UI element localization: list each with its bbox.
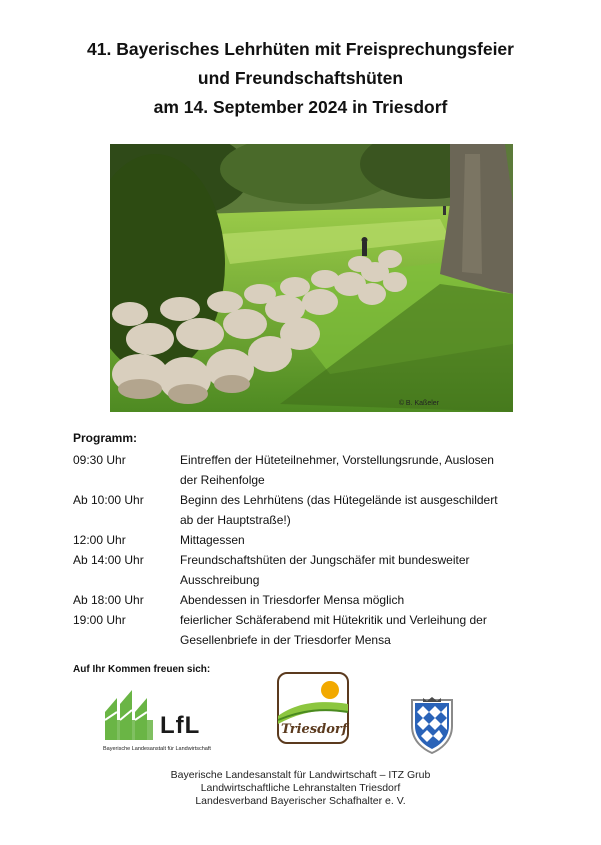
schedule-row xyxy=(73,550,543,590)
schedule-row xyxy=(73,450,543,490)
schedule-description xyxy=(180,590,543,610)
schedule-description xyxy=(180,530,543,550)
program-schedule xyxy=(73,450,543,650)
schedule-time: 09:30 Uhr xyxy=(73,453,126,467)
schedule-desc-line: der Reihenfolge xyxy=(180,473,265,487)
lfl-logo-subtitle: Bayerische Landesanstalt für Landwirtschaft xyxy=(103,746,211,752)
footer-organizers xyxy=(0,769,601,808)
footer-line-1: Bayerische Landesanstalt für Landwirtschaft – ITZ Grub xyxy=(170,769,431,781)
schedule-time: Ab 14:00 Uhr xyxy=(73,553,144,567)
schedule-time: Ab 18:00 Uhr xyxy=(73,593,144,607)
schedule-row xyxy=(73,490,543,530)
invitation-text: Auf Ihr Kommen freuen sich: xyxy=(73,664,211,675)
schedule-row xyxy=(73,530,543,550)
lfl-logo-name: LfL xyxy=(160,712,201,739)
schedule-desc-line: Eintreffen der Hüteteilnehmer, Vorstellungsrunde, Auslosen xyxy=(180,453,494,467)
schedule-desc-line: Abendessen in Triesdorfer Mensa möglich xyxy=(180,593,405,607)
schedule-time: 12:00 Uhr xyxy=(73,533,126,547)
schedule-description xyxy=(180,450,543,490)
title-line-2: und Freundschaftshüten xyxy=(197,68,404,88)
schedule-desc-line: feierlicher Schäferabend mit Hütekritik und Verleihung der xyxy=(180,613,487,627)
triesdorf-logo-text: Triesdorf xyxy=(281,722,348,737)
page-title xyxy=(0,35,601,122)
schedule-description xyxy=(180,550,543,590)
schedule-desc-line: Beginn des Lehrhütens (das Hütegelände ist ausgeschildert xyxy=(180,493,498,507)
footer-line-2: Landwirtschaftliche Lehranstalten Triesdorf xyxy=(200,782,401,794)
sheep-herd-photo xyxy=(110,144,513,412)
schedule-desc-line: ab der Hauptstraße!) xyxy=(180,513,291,527)
schedule-description xyxy=(180,610,543,650)
program-heading: Programm: xyxy=(73,431,138,445)
title-line-3: am 14. September 2024 in Triesdorf xyxy=(153,97,448,117)
lfl-leaf-icon xyxy=(103,690,155,742)
title-line-1: 41. Bayerisches Lehrhüten mit Freisprechungsfeier xyxy=(87,39,514,59)
schedule-time: 19:00 Uhr xyxy=(73,613,126,627)
lfl-logo xyxy=(103,690,253,760)
schedule-description xyxy=(180,490,543,530)
photo-credit: © B. Kaßeler xyxy=(398,400,439,407)
schedule-desc-line: Ausschreibung xyxy=(180,573,260,587)
schafhalter-crest xyxy=(409,696,455,754)
schedule-desc-line: Freundschaftshüten der Jungschäfer mit bundesweiter xyxy=(180,553,470,567)
crest-shield-icon xyxy=(409,696,455,754)
schedule-row xyxy=(73,590,543,610)
triesdorf-logo xyxy=(272,672,354,744)
footer-line-3: Landesverband Bayerischer Schafhalter e. V. xyxy=(195,795,406,807)
schedule-desc-line: Gesellenbriefe in der Triesdorfer Mensa xyxy=(180,633,391,647)
photo-illustration xyxy=(110,144,513,412)
schedule-row xyxy=(73,610,543,650)
schedule-time: Ab 10:00 Uhr xyxy=(73,493,144,507)
schedule-desc-line: Mittagessen xyxy=(180,533,245,547)
